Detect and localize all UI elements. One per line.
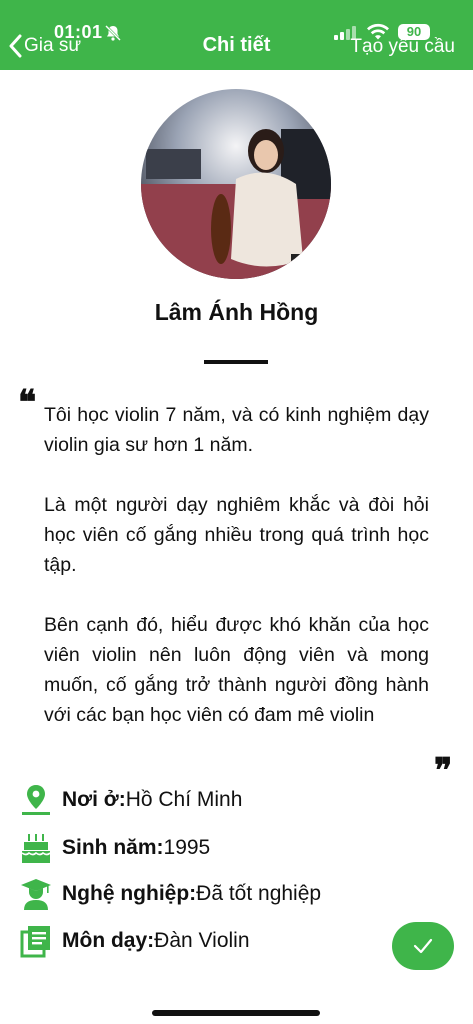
open-quote-icon: ❝ (18, 383, 37, 423)
info-row-address (18, 782, 242, 818)
info-label: Sinh năm: (62, 836, 164, 859)
tutor-bio (44, 400, 429, 730)
info-row-occupation (18, 876, 321, 912)
info-row-subject (18, 923, 250, 959)
birthday-cake-icon (18, 830, 54, 866)
tutor-name: Lâm Ánh Hồng (154, 299, 319, 325)
info-value: Đàn Violin (154, 929, 250, 952)
back-label: Gia sư (24, 35, 82, 56)
subject-list-icon (18, 923, 54, 959)
bio-paragraph: Là một người dạy nghiêm khắc và đòi hỏi học viên cố gắng nhiều trong quá trình học tập. (44, 494, 429, 576)
info-value: Đã tốt nghiệp (196, 882, 322, 905)
avatar (141, 89, 331, 279)
close-quote-icon: ❞ (434, 751, 453, 791)
info-label: Nghệ nghiệp: (62, 882, 197, 905)
name-divider (204, 360, 268, 364)
info-label: Nơi ở: (62, 788, 126, 811)
page-title: Chi tiết (202, 34, 271, 56)
bio-paragraph: Tôi học violin 7 năm, và có kinh nghiệm dạy violin gia sư hơn 1 năm. (44, 404, 429, 456)
info-label: Môn dạy: (62, 929, 155, 952)
confirm-button[interactable] (392, 922, 454, 970)
location-pin-icon (18, 782, 54, 818)
info-value: Hồ Chí Minh (125, 788, 243, 811)
info-value: 1995 (163, 836, 211, 859)
bio-paragraph: Bên cạnh đó, hiểu được khó khăn của học viên violin nên luôn động viên và mong muốn, cố gắng trở thành người đồng hành với các bạn học viên có đam mê violin (44, 614, 429, 726)
graduate-icon (18, 876, 54, 912)
home-indicator (152, 1010, 320, 1016)
status-time: 01:01 (54, 22, 103, 42)
nav-header (0, 0, 473, 70)
info-row-birth-year (18, 830, 210, 866)
create-request-button[interactable]: Tạo yêu cầu (350, 36, 455, 57)
check-icon (412, 937, 434, 955)
battery-icon: 90 (398, 24, 430, 40)
